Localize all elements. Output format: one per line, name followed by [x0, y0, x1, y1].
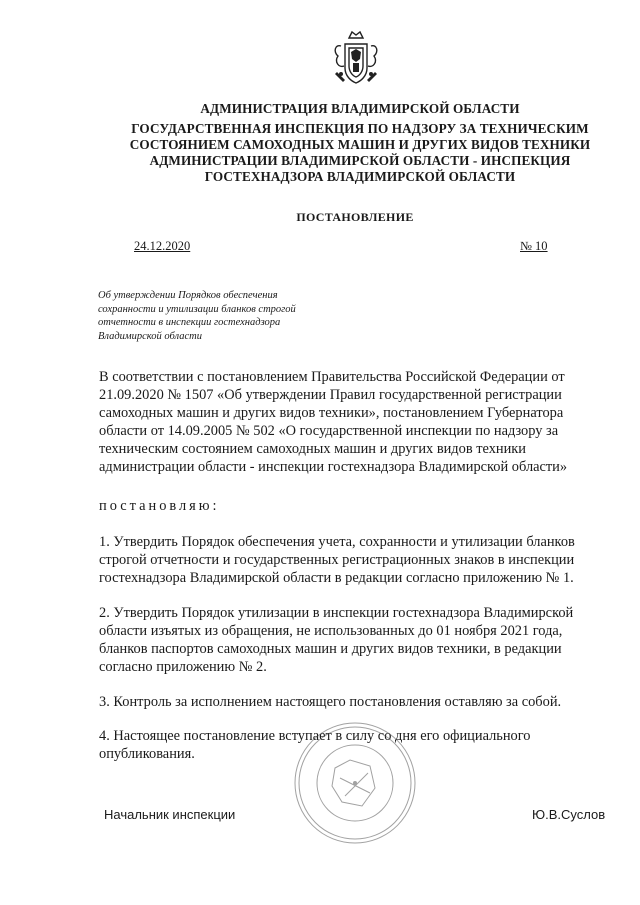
- document-type: ПОСТАНОВЛЕНИЕ: [296, 210, 414, 224]
- item-line: 2. Утвердить Порядок утилизации в инспекции гостехнадзора Владимирской: [99, 605, 574, 621]
- inspection-name-line-1: ГОСУДАРСТВЕННАЯ ИНСПЕКЦИЯ ПО НАДЗОРУ ЗА ТЕХНИЧЕСКИМ: [131, 121, 589, 136]
- item-line: 3. Контроль за исполнением настоящего постановления оставляю за собой.: [99, 694, 562, 710]
- official-stamp-icon: [290, 718, 420, 848]
- preamble-line: области от 14.09.2005 № 502 «О государственной инспекции по надзору за: [99, 423, 559, 439]
- item-line: 4. Настоящее постановление вступает в силу со дня его официального: [99, 728, 531, 744]
- preamble-line: техническим состоянием самоходных машин и других видов техники: [99, 441, 526, 457]
- item-line: гостехнадзора Владимирской области в редакции согласно приложению № 1.: [99, 570, 574, 586]
- item-line: опубликования.: [99, 746, 195, 762]
- document-number: № 10: [520, 239, 548, 253]
- item-3: [99, 693, 619, 711]
- preamble-line: В соответствии с постановлением Правительства Российской Федерации от: [99, 369, 565, 385]
- signatory-name: Ю.В.Суслов: [532, 807, 606, 822]
- item-line: области изъятых из обращения, не использованных до 01 ноября 2021 года,: [99, 623, 563, 639]
- item-line: согласно приложению № 2.: [99, 659, 267, 675]
- preamble-line: администрации области - инспекции гостехнадзора Владимирской области»: [99, 459, 568, 475]
- item-line: 1. Утвердить Порядок обеспечения учета, сохранности и утилизации бланков: [99, 534, 575, 550]
- preamble: [99, 368, 619, 476]
- inspection-name-line-2: СОСТОЯНИЕМ САМОХОДНЫХ МАШИН И ДРУГИХ ВИДОВ ТЕХНИКИ: [129, 137, 591, 152]
- subject-line: сохранности и утилизации бланков строгой: [98, 303, 296, 315]
- subject-line: Владимирской области: [98, 330, 203, 342]
- inspection-name-line-3: АДМИНИСТРАЦИИ ВЛАДИМИРСКОЙ ОБЛАСТИ - ИНСПЕКЦИЯ: [149, 153, 571, 168]
- administration-name: АДМИНИСТРАЦИЯ ВЛАДИМИРСКОЙ ОБЛАСТИ: [200, 101, 520, 116]
- preamble-line: 21.09.2020 № 1507 «Об утверждении Правил государственной регистрации: [99, 387, 562, 403]
- item-1: [99, 533, 619, 587]
- item-2: [99, 604, 619, 676]
- subject-line: отчетности в инспекции гостехнадзора: [98, 317, 281, 328]
- item-line: бланков паспортов самоходных машин и других видов техники, в редакции: [99, 641, 562, 657]
- preamble-line: самоходных машин и других видов техники», постановлением Губернатора: [99, 405, 564, 421]
- subject-line: Об утверждении Порядков обеспечения: [98, 290, 278, 301]
- document-date: 24.12.2020: [134, 239, 191, 253]
- item-line: строгой отчетности и государственных регистрационных знаков в инспекции: [99, 552, 575, 568]
- signatory-position: Начальник инспекции: [104, 807, 236, 822]
- decree-word: постановляю:: [99, 498, 220, 514]
- coat-of-arms-icon: [331, 28, 381, 90]
- inspection-name-line-4: ГОСТЕХНАДЗОРА ВЛАДИМИРСКОЙ ОБЛАСТИ: [204, 169, 516, 184]
- document-subject: [98, 289, 338, 343]
